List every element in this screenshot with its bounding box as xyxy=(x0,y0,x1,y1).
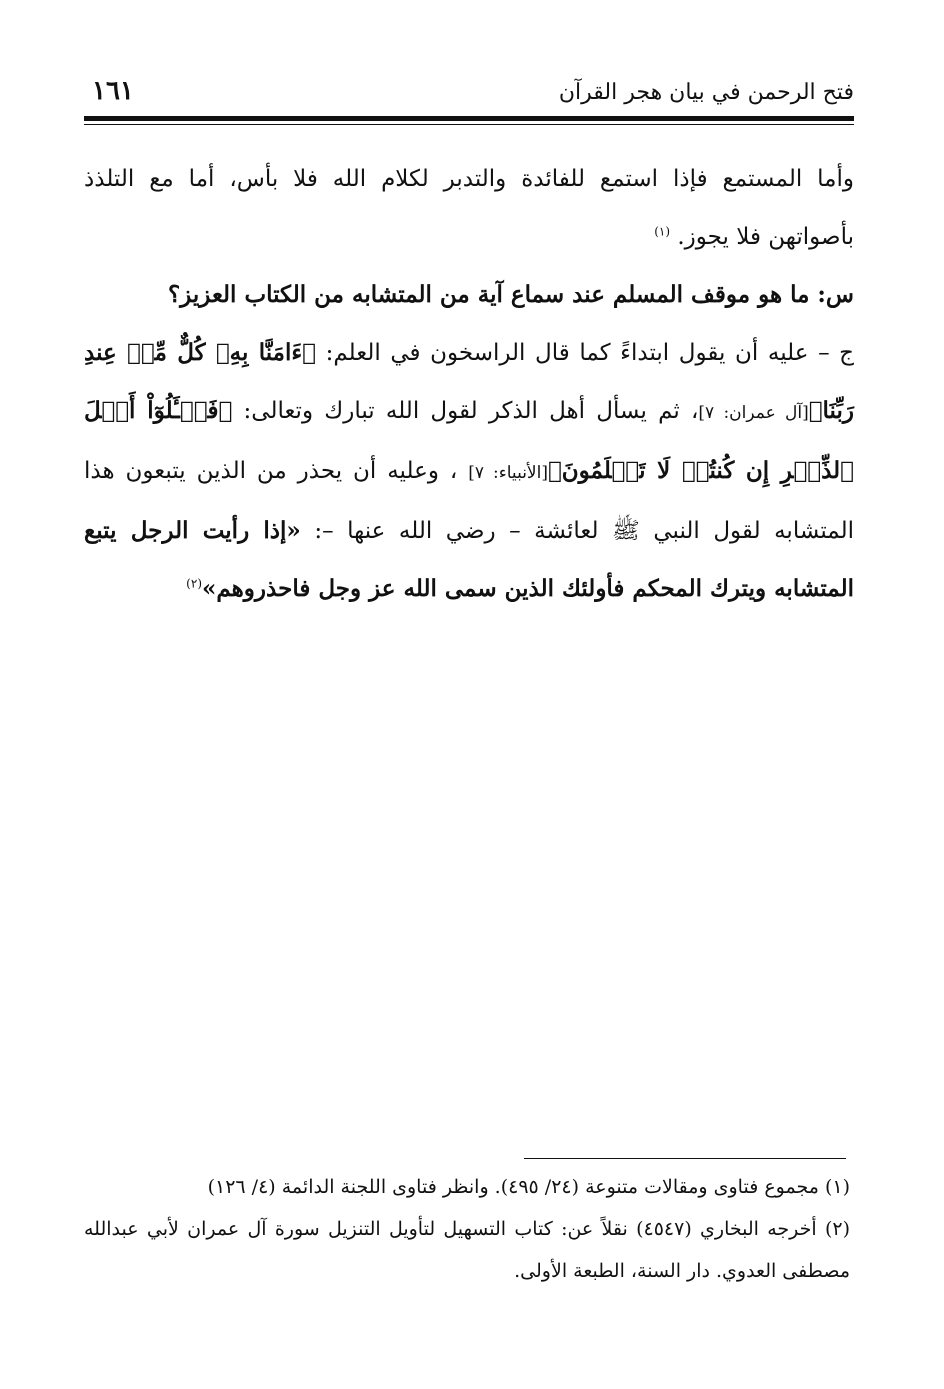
answer-paragraph xyxy=(84,324,854,618)
answer-middle: ، ثم يسأل أهل الذكر لقول الله تبارك وتعالى: xyxy=(243,398,699,424)
paragraph-listening-text: وأما المستمع فإذا استمع للفائدة والتدبر لكلام الله فلا بأس، أما مع التلذذ بأصواتهن فلا يجوز. xyxy=(84,166,854,250)
header-rule-thick xyxy=(84,116,854,121)
quran-verse-1: ﴿ءَامَنَّا بِهِۦ كُلٌّ مِّنۡ عِندِ رَبِّنَا﴾ xyxy=(84,339,854,424)
hadith-quote: «إذا رأيت الرجل يتبع المتشابه ويترك المحكم فأولئك الذين سمى الله عز وجل فاحذروهم» xyxy=(84,517,854,602)
answer-intro: ج – عليه أن يقول ابتداءً كما قال الراسخون في العلم: xyxy=(325,340,855,366)
verse-reference-1: [آل عمران: ٧] xyxy=(698,403,809,423)
question-heading: س: ما هو موقف المسلم عند سماع آية من المتشابه من الكتاب العزيز؟ xyxy=(167,281,854,308)
verse-reference-2: [الأنبياء: ٧] xyxy=(468,463,548,483)
page-number: ١٦١ xyxy=(92,76,134,106)
page-header xyxy=(84,74,854,118)
paragraph-listening xyxy=(84,150,854,266)
footnote-marker-2: (٢) xyxy=(186,576,202,591)
running-title: فتح الرحمن في بيان هجر القرآن xyxy=(558,80,854,105)
footnotes xyxy=(84,1166,850,1292)
footnote-1: (١) مجموع فتاوى ومقالات متنوعة (٢٤/ ٤٩٥). وانظر فتاوى اللجنة الدائمة (٤/ ١٢٦) xyxy=(207,1176,850,1198)
quran-verse-2: ﴿فَسۡـَٔلُوٓاْ أَهۡلَ ٱلذِّكۡرِ إِن كُنتُمۡ لَا تَعۡلَمُونَ﴾ xyxy=(84,397,854,484)
footnote-rule xyxy=(524,1158,846,1159)
footnote-2: (٢) أخرجه البخاري (٤٥٤٧) نقلاً عن: كتاب التسهيل لتأويل التنزيل سورة آل عمران لأبي عبدالله مصطفى العدوي. دار السنة، الطبعة الأولى. xyxy=(84,1218,850,1282)
header-rule xyxy=(84,116,854,126)
footnote-marker-1: (١) xyxy=(654,224,671,239)
main-text xyxy=(84,150,854,618)
answer-end: ، وعليه أن يحذر من الذين يتبعون هذا المتشابه لقول النبي ﷺ لعائشة – رضي الله عنها –: xyxy=(84,458,854,544)
header-rule-thin xyxy=(84,124,854,125)
